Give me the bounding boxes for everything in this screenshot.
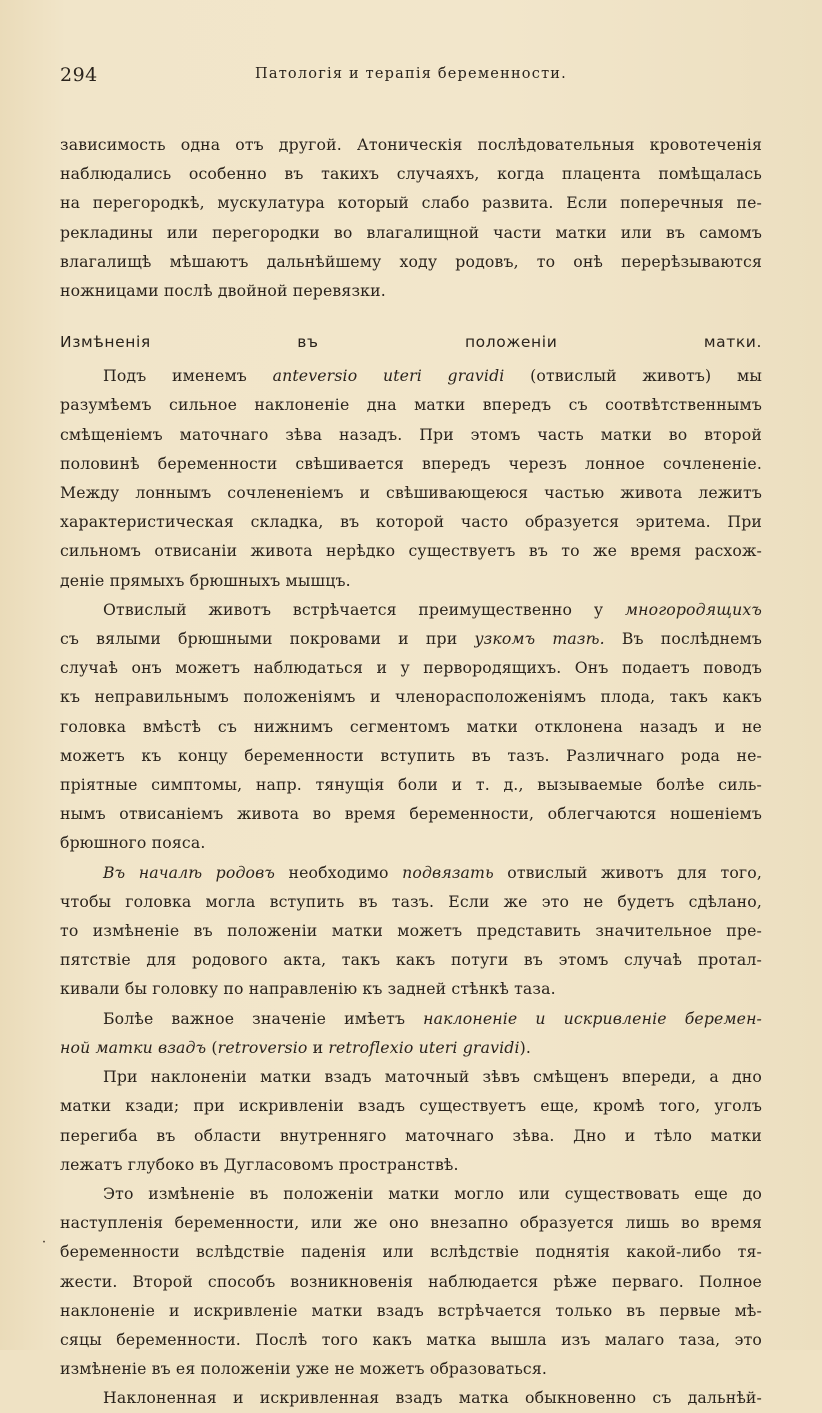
- text-line: можетъ къ концу беременности вступить въ тазъ. Различнаго рода не-: [60, 745, 762, 765]
- text-line: Это измѣненіе въ положеніи матки могло или существовать еще до: [103, 1183, 762, 1203]
- text-line: Наклоненная и искривленная взадъ матка обыкновенно съ дальнѣй-: [103, 1388, 762, 1408]
- text-line: наблюдались особенно въ такихъ случаяхъ, когда плацента помѣщалась: [60, 164, 762, 184]
- text-line: сяцы беременности. Послѣ того какъ матка вышла изъ малаго таза, это: [60, 1329, 762, 1349]
- text-line: [60, 361, 762, 390]
- text-line: сильномъ отвисаніи живота нерѣдко существуетъ въ то же время расхож-: [60, 541, 762, 561]
- text-line: пятствіе для родового акта, такъ какъ потуги въ этомъ случаѣ протал-: [60, 950, 762, 970]
- text-line: [60, 1004, 762, 1033]
- text-run: и: [312, 1037, 324, 1057]
- text-line: матки кзади; при искривленіи взадъ существуетъ еще, кромѣ того, уголъ: [60, 1096, 762, 1116]
- text-run: Въ послѣднемъ: [621, 629, 762, 649]
- margin-mark: ˙: [40, 1238, 48, 1257]
- text-line: чтобы головка могла вступить въ тазъ. Если же это не будетъ сдѣлано,: [60, 891, 762, 911]
- text-run: необходимо: [288, 862, 389, 882]
- text-line: то измѣненіе въ положеніи матки можетъ представить значительное пре-: [60, 921, 762, 941]
- text-line: жести. Второй способъ возникновенія наблюдается рѣже перваго. Полное: [60, 1271, 762, 1291]
- text-line: измѣненіе въ ея положеніи уже не можетъ образоваться.: [60, 1359, 548, 1379]
- text-line: кивали бы головку по направленію къ задней стѣнкѣ таза.: [60, 979, 556, 999]
- text-line: половинѣ беременности свѣшивается впередъ черезъ лонное сочлененіе.: [60, 453, 762, 473]
- text-line: [60, 1033, 762, 1062]
- text-line: случаѣ онъ можетъ наблюдаться и у первородящихъ. Онъ подаетъ поводъ: [60, 658, 762, 678]
- text-run: Подъ именемъ: [103, 366, 247, 386]
- text-line: нымъ отвисаніемъ живота во время беременности, облегчаются ношеніемъ: [60, 804, 762, 824]
- text-line: влагалищѣ мѣшаютъ дальнѣйшему ходу родовъ, то онѣ перерѣзываются: [60, 251, 762, 271]
- section-heading: Измѣненія въ положеніи матки.: [60, 333, 762, 352]
- text-run: Болѣе важное значеніе имѣетъ: [103, 1008, 406, 1028]
- italic-term: узкомъ тазѣ.: [474, 629, 605, 649]
- text-line: характеристическая складка, въ которой часто образуется эритема. При: [60, 512, 762, 532]
- text-line: головка вмѣстѣ съ нижнимъ сегментомъ матки отклонена назадъ и не: [60, 716, 762, 736]
- italic-term: наклоненіе и искривленіе беремен-: [423, 1008, 762, 1028]
- text-line: на перегородкѣ, мускулатура который слабо развита. Если поперечныя пе-: [60, 193, 762, 213]
- page-number: 294: [60, 64, 98, 86]
- text-line: зависимость одна отъ другой. Атоническія послѣдовательныя кровотеченія: [60, 135, 762, 154]
- text-line: [60, 595, 762, 624]
- text-run: (отвислый животъ) мы: [530, 366, 762, 386]
- running-head: [60, 56, 762, 96]
- text-line: разумѣемъ сильное наклоненіе дна матки впередъ съ соотвѣтственнымъ: [60, 395, 762, 415]
- body-text: [60, 130, 762, 1413]
- italic-term: retroversio: [217, 1037, 308, 1057]
- text-line: При наклоненіи матки взадъ маточный зѣвъ смѣщенъ впереди, а дно: [103, 1067, 762, 1087]
- text-line: наступленія беременности, или же оно внезапно образуется лишь во время: [60, 1213, 762, 1233]
- italic-term: ной матки взадъ: [60, 1037, 207, 1057]
- text-run: отвислый животъ для того,: [507, 862, 762, 882]
- italic-term: retroflexio uteri gravidi: [328, 1037, 520, 1057]
- italic-term: подвязать: [402, 862, 494, 882]
- text-line: пріятные симптомы, напр. тянущія боли и т. д., вызываемые болѣе силь-: [60, 775, 762, 795]
- text-line: брюшного пояса.: [60, 833, 206, 853]
- text-run: Отвислый животъ встрѣчается преимущественно у: [103, 599, 604, 619]
- text-run: ).: [519, 1037, 532, 1057]
- text-line: беременности вслѣдствіе паденія или вслѣдствіе поднятія какой-либо тя-: [60, 1242, 762, 1262]
- text-line: ножницами послѣ двойной перевязки.: [60, 281, 386, 301]
- text-run: съ вялыми брюшными покровами и при: [60, 629, 458, 649]
- text-line: лежатъ глубоко въ Дугласовомъ пространствѣ.: [60, 1154, 459, 1174]
- text-line: рекладины или перегородки во влагалищной части матки или въ самомъ: [60, 222, 762, 242]
- text-run: (: [211, 1037, 218, 1057]
- text-line: [60, 858, 762, 887]
- text-line: Между лоннымъ сочлененіемъ и свѣшивающеюся частью живота лежитъ: [60, 483, 762, 503]
- text-line: смѣщеніемъ маточнаго зѣва назадъ. При этомъ часть матки во второй: [60, 424, 762, 444]
- italic-term: Въ началѣ родовъ: [103, 862, 276, 882]
- text-line: перегиба въ области внутренняго маточнаго зѣва. Дно и тѣло матки: [60, 1125, 762, 1145]
- text-line: наклоненіе и искривленіе матки взадъ встрѣчается только въ первые мѣ-: [60, 1300, 762, 1320]
- text-line: деніе прямыхъ брюшныхъ мышцъ.: [60, 570, 351, 590]
- running-title: Патологія и терапія беременности.: [255, 66, 567, 82]
- text-line: къ неправильнымъ положеніямъ и членорасположеніямъ плода, такъ какъ: [60, 687, 762, 707]
- italic-term: anteversio uteri gravidi: [272, 366, 505, 386]
- text-line: [60, 624, 762, 653]
- italic-term: многородящихъ: [624, 599, 762, 619]
